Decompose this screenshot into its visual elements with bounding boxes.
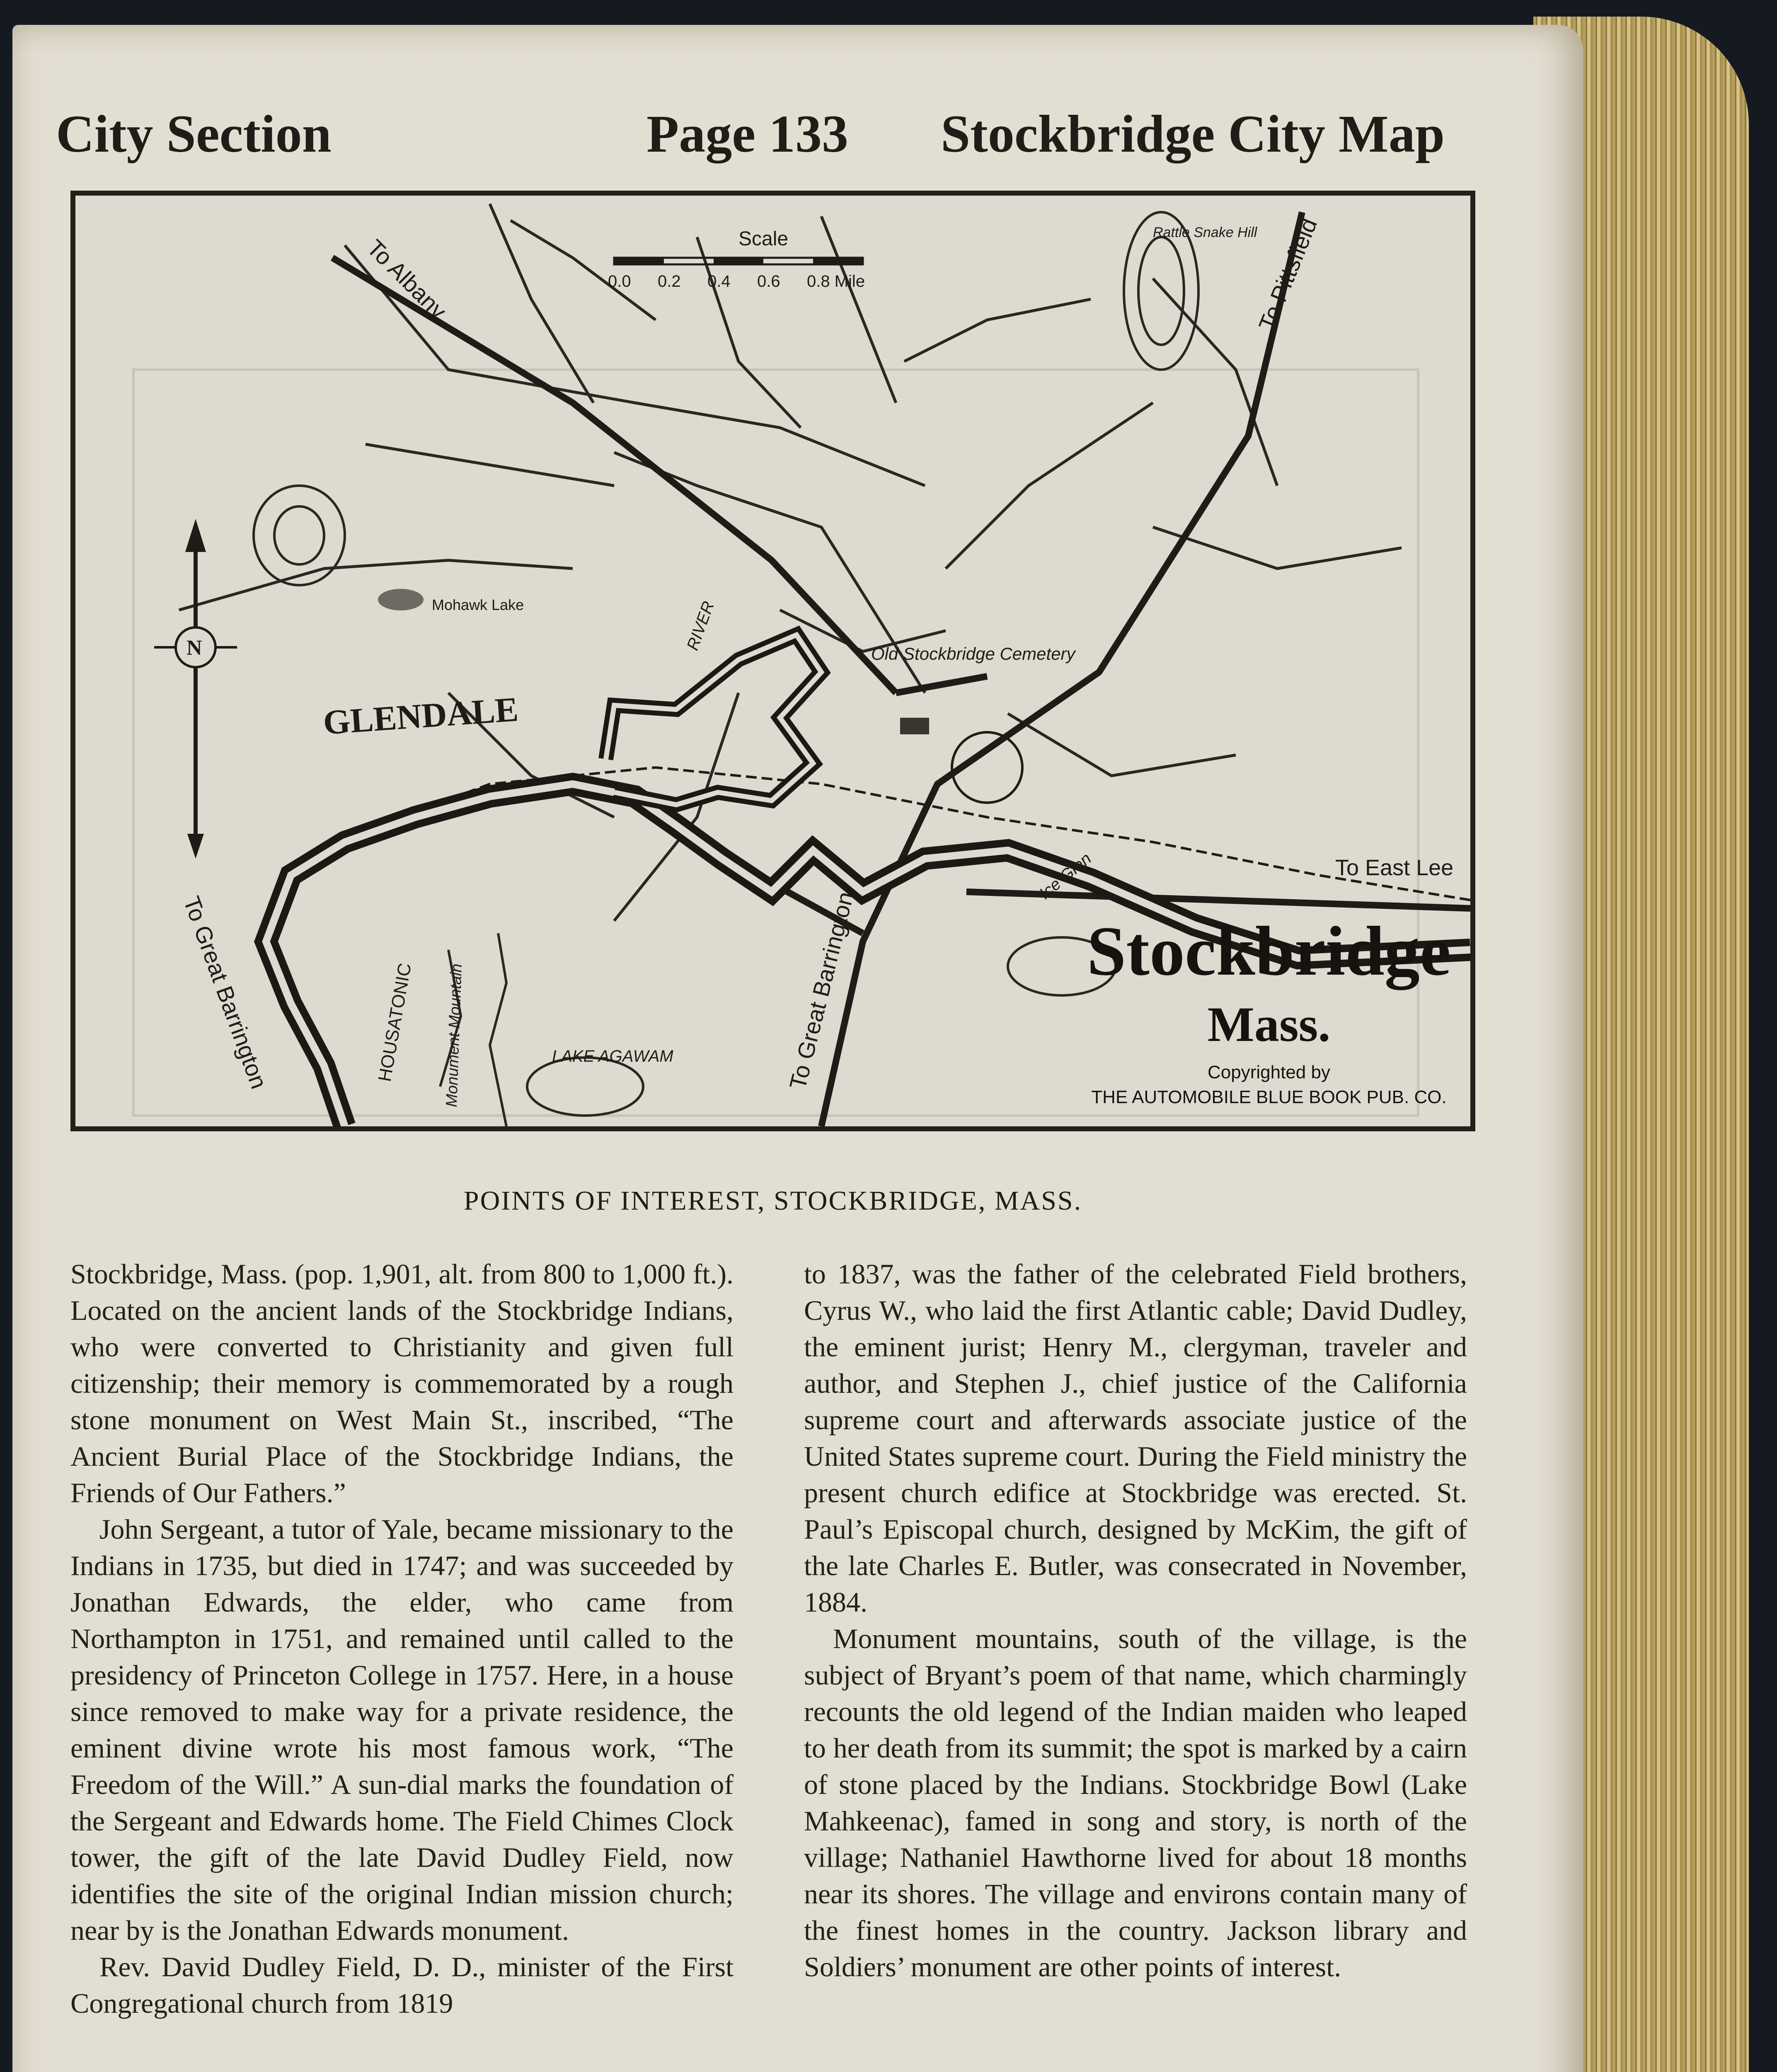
label-lake-agawam: LAKE AGAWAM [552, 1047, 673, 1065]
header-section: City Section [56, 104, 332, 163]
paragraph: Stockbridge, Mass. (pop. 1,901, alt. from 800 to 1,000 ft.). Located on the ancient lands of the Stockbridge Indians, who were converted to Christianity and given full citizenship; their memory is commemorated by a rough stone monument on West Main St., inscribed, “The Ancient Burial Place of the Stockbridge Indians, the Friends of Our Fathers.” [70, 1258, 734, 1508]
map-title-block [1087, 912, 1451, 1107]
label-river: RIVER [683, 599, 718, 653]
minor-roads [179, 204, 1402, 921]
paragraph: to 1837, was the father of the celebrated Field brothers, Cyrus W., who laid the first Atlantic cable; David Dudley, the eminent jurist; Henry M., clergyman, traveler and author, and Stephen J., chief justice of the California supreme court and afterwards associate justice of the United States supreme court. During the Field ministry the present church edifice at Stockbridge was erected. St. Paul’s Episcopal church, designed by McKim, the gift of the late Charles E. Butler, was consecrated in November, 1884. [804, 1258, 1467, 1618]
label-mohawk-lake: Mohawk Lake [432, 596, 524, 613]
cemetery-block [900, 718, 929, 734]
label-rattle-snake-hill: Rattle Snake Hill [1153, 225, 1257, 240]
map-scale [608, 228, 865, 290]
label-cemetery: Old Stockbridge Cemetery [871, 644, 1075, 663]
map-copyright-line2: THE AUTOMOBILE BLUE BOOK PUB. CO. [1091, 1087, 1447, 1107]
paragraph: John Sergeant, a tutor of Yale, became missionary to the Indians in 1735, but died in 1747; and was succeeded by Jonathan Edwards, the elder, who came from Northampton in 1751, and remained until called to the presidency of Princeton College in 1757. Here, in a house since removed to make way for a private residence, the eminent divine wrote his most famous work, “The Freedom of the Will.” A sun-dial marks the foundation of the Sergeant and Edwards home. The Field Chimes Clock tower, the gift of the late David Dudley Field, now identifies the site of the original Indian mission church; near by is the Jonathan Edwards monument. [70, 1513, 734, 1946]
label-to-great-barrington-left: To Great Barrington [178, 893, 273, 1092]
label-ice-glen: Ice Glen [1036, 849, 1095, 903]
map-copyright-line1: Copyrighted by [1208, 1062, 1330, 1082]
label-to-albany: To Albany [362, 234, 452, 324]
scale-tick-2: 0.4 [707, 272, 731, 290]
scale-title: Scale [738, 228, 789, 250]
book-page [12, 25, 1583, 2072]
map-title: Stockbridge [1087, 912, 1451, 990]
label-to-pittsfield: To Pittsfield [1253, 214, 1322, 334]
text-column-left [70, 1256, 734, 2021]
scale-tick-0: 0.0 [608, 272, 631, 290]
label-to-great-barrington-center: To Great Barrington [784, 889, 859, 1092]
map-drawing [75, 196, 1470, 1126]
stockbridge-map [70, 191, 1475, 1131]
label-to-east-lee: To East Lee [1335, 855, 1454, 880]
label-housatonic: HOUSATONIC [374, 961, 416, 1083]
paragraph: Rev. David Dudley Field, D. D., minister of the First Congregational church from 1819 [70, 1951, 734, 2019]
section-title: POINTS OF INTEREST, STOCKBRIDGE, MASS. [463, 1186, 1082, 1216]
label-monument-mountain: Monument Mountain [443, 963, 466, 1108]
header-page-number: Page 133 [646, 104, 848, 163]
text-column-right [804, 1256, 1467, 1985]
map-subtitle: Mass. [1207, 997, 1331, 1052]
scale-tick-1: 0.2 [658, 272, 681, 290]
scale-tick-3: 0.6 [757, 272, 780, 290]
header-map-title: Stockbridge City Map [941, 104, 1445, 163]
label-glendale: GLENDALE [322, 690, 520, 742]
mohawk-lake-shape [378, 589, 424, 610]
compass-rose-icon [154, 519, 237, 859]
scale-tick-4: 0.8 Mile [807, 272, 865, 290]
paragraph: Monument mountains, south of the village, is the subject of Bryant’s poem of that name, which charmingly recounts the old legend of the Indian maiden who leaped to her death from its summit; the spot is marked by a cairn of stone placed by the Indians. Stockbridge Bowl (Lake Mahkeenac), famed in song and story, is north of the village; Nathaniel Hawthorne lived for about 18 months near its shores. The village and environs contain many of the finest homes in the country. Jackson library and Soldiers’ monument are other points of interest. [804, 1623, 1467, 1982]
compass-north-label: N [186, 636, 202, 660]
